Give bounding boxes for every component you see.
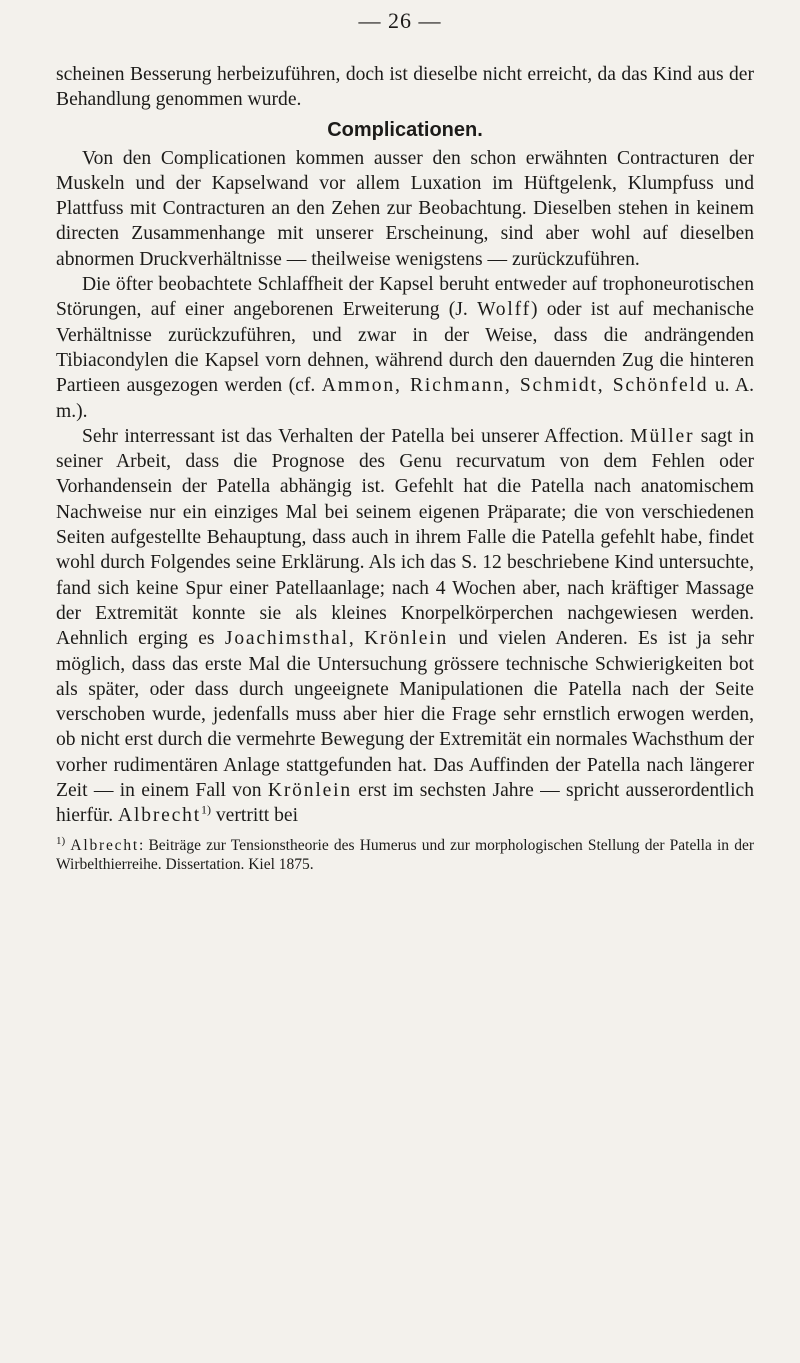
paragraph-capsule bbox=[56, 272, 754, 424]
author-name: Wolff bbox=[477, 299, 531, 321]
text-run: Sehr interressant ist das Verhalten der Patella bei unserer Affection. bbox=[82, 425, 631, 447]
paragraph-patella bbox=[56, 424, 754, 829]
text-run: erst im sechsten Jahre — spricht ausserordentlich hierfür. bbox=[56, 780, 755, 827]
section-heading: Complicationen. bbox=[327, 118, 483, 141]
text-run: u. A. m.). bbox=[56, 375, 754, 422]
continuation-paragraph: scheinen Besserung herbeizuführen, doch ist dieselbe nicht erreicht, da das Kind aus der Behandlung genommen wurde. bbox=[56, 64, 754, 111]
text-run: und vielen Anderen. Es ist ja sehr möglich, dass das erste Mal die Untersuchung grössere technische Schwierigkeiten bot als später, oder dass durch ungeeignete Manipulationen die Patella nach der Seite verschoben wurde, jedenfalls muss aber hier die Frage sehr ernstlich erwogen werden, ob nicht erst durch die vermehrte Bewegung der Extremität ein normales Wachsthum der vorher rudimentären Anlage stattgefunden hat. Das Auffinden der Patella nach längerer Zeit — in einem Fall von bbox=[56, 628, 754, 802]
text-run: , bbox=[348, 628, 365, 650]
footnote-marker: 1) bbox=[56, 834, 66, 847]
footnote bbox=[56, 836, 754, 874]
author-names: Ammon, Richmann, Schmidt, Schönfeld bbox=[321, 375, 709, 397]
footnote-reference[interactable]: 1) bbox=[200, 802, 211, 817]
footnote-text: : Beiträge zur Tensionstheorie des Humerus und zur morphologischen Stellung der Patella in der Wirbelthierreihe. Dissertation. Kiel 1875. bbox=[56, 836, 755, 873]
footnote-author: Albrecht bbox=[70, 836, 139, 854]
text-run: ) oder ist auf mechanische Verhältnisse zurückzuführen, und zwar in der Weise, dass die andrängenden Tibiacondylen die Kapsel vorn dehnen, während durch den dauernden Zug die hinteren Partieen ausgezogen werden (cf. bbox=[56, 299, 754, 397]
author-name: Müller bbox=[630, 425, 695, 447]
author-name: Krönlein bbox=[364, 628, 449, 650]
author-name: Krönlein bbox=[267, 780, 352, 802]
body-text bbox=[56, 62, 754, 829]
text-run: vertritt bei bbox=[210, 805, 299, 827]
text-run: Die öfter beobachtete Schlaffheit der Kapsel beruht entweder auf trophoneurotischen Störungen, auf einer angeborenen Erweiterung (J. bbox=[56, 274, 754, 321]
text-run: sagt in seiner Arbeit, dass die Prognose des Genu recurvatum von dem Fehlen oder Vorhandensein der Patella abhängig ist. Gefehlt hat die Patella nach anatomischem Nachweise nur ein einziges Mal bei seinem eigenen Präparate; die von verschiedenen Seiten aufgestellte Behauptung, dass auch in ihrem Falle die Patella gefehlt habe, findet wohl durch Folgendes seine Erklärung. Als ich das S. 12 beschriebene Kind untersuchte, fand sich keine Spur einer Patellaanlage; nach 4 Wochen aber, nach kräftiger Massage der Extremität konnte sie als kleines Knorpelkörperchen nachgewiesen werden. Aehnlich erging es bbox=[56, 425, 754, 650]
author-name: Albrecht bbox=[118, 805, 201, 827]
page-number: — 26 — bbox=[358, 8, 442, 33]
author-name: Joachimsthal bbox=[224, 628, 349, 650]
paragraph-complications: Von den Complicationen kommen ausser den schon erwähnten Contracturen der Muskeln und der Kapselwand vor allem Luxation im Hüftgelenk, Klumpfuss und Plattfuss mit Contracturen an den Zehen zur Beobachtung. Dieselben stehen in keinem directen Zusammenhange mit unserer Erscheinung, sind aber wohl auf dieselben abnormen Druckverhältnisse — theilweise wenigstens — zurückzuführen. bbox=[56, 147, 754, 270]
